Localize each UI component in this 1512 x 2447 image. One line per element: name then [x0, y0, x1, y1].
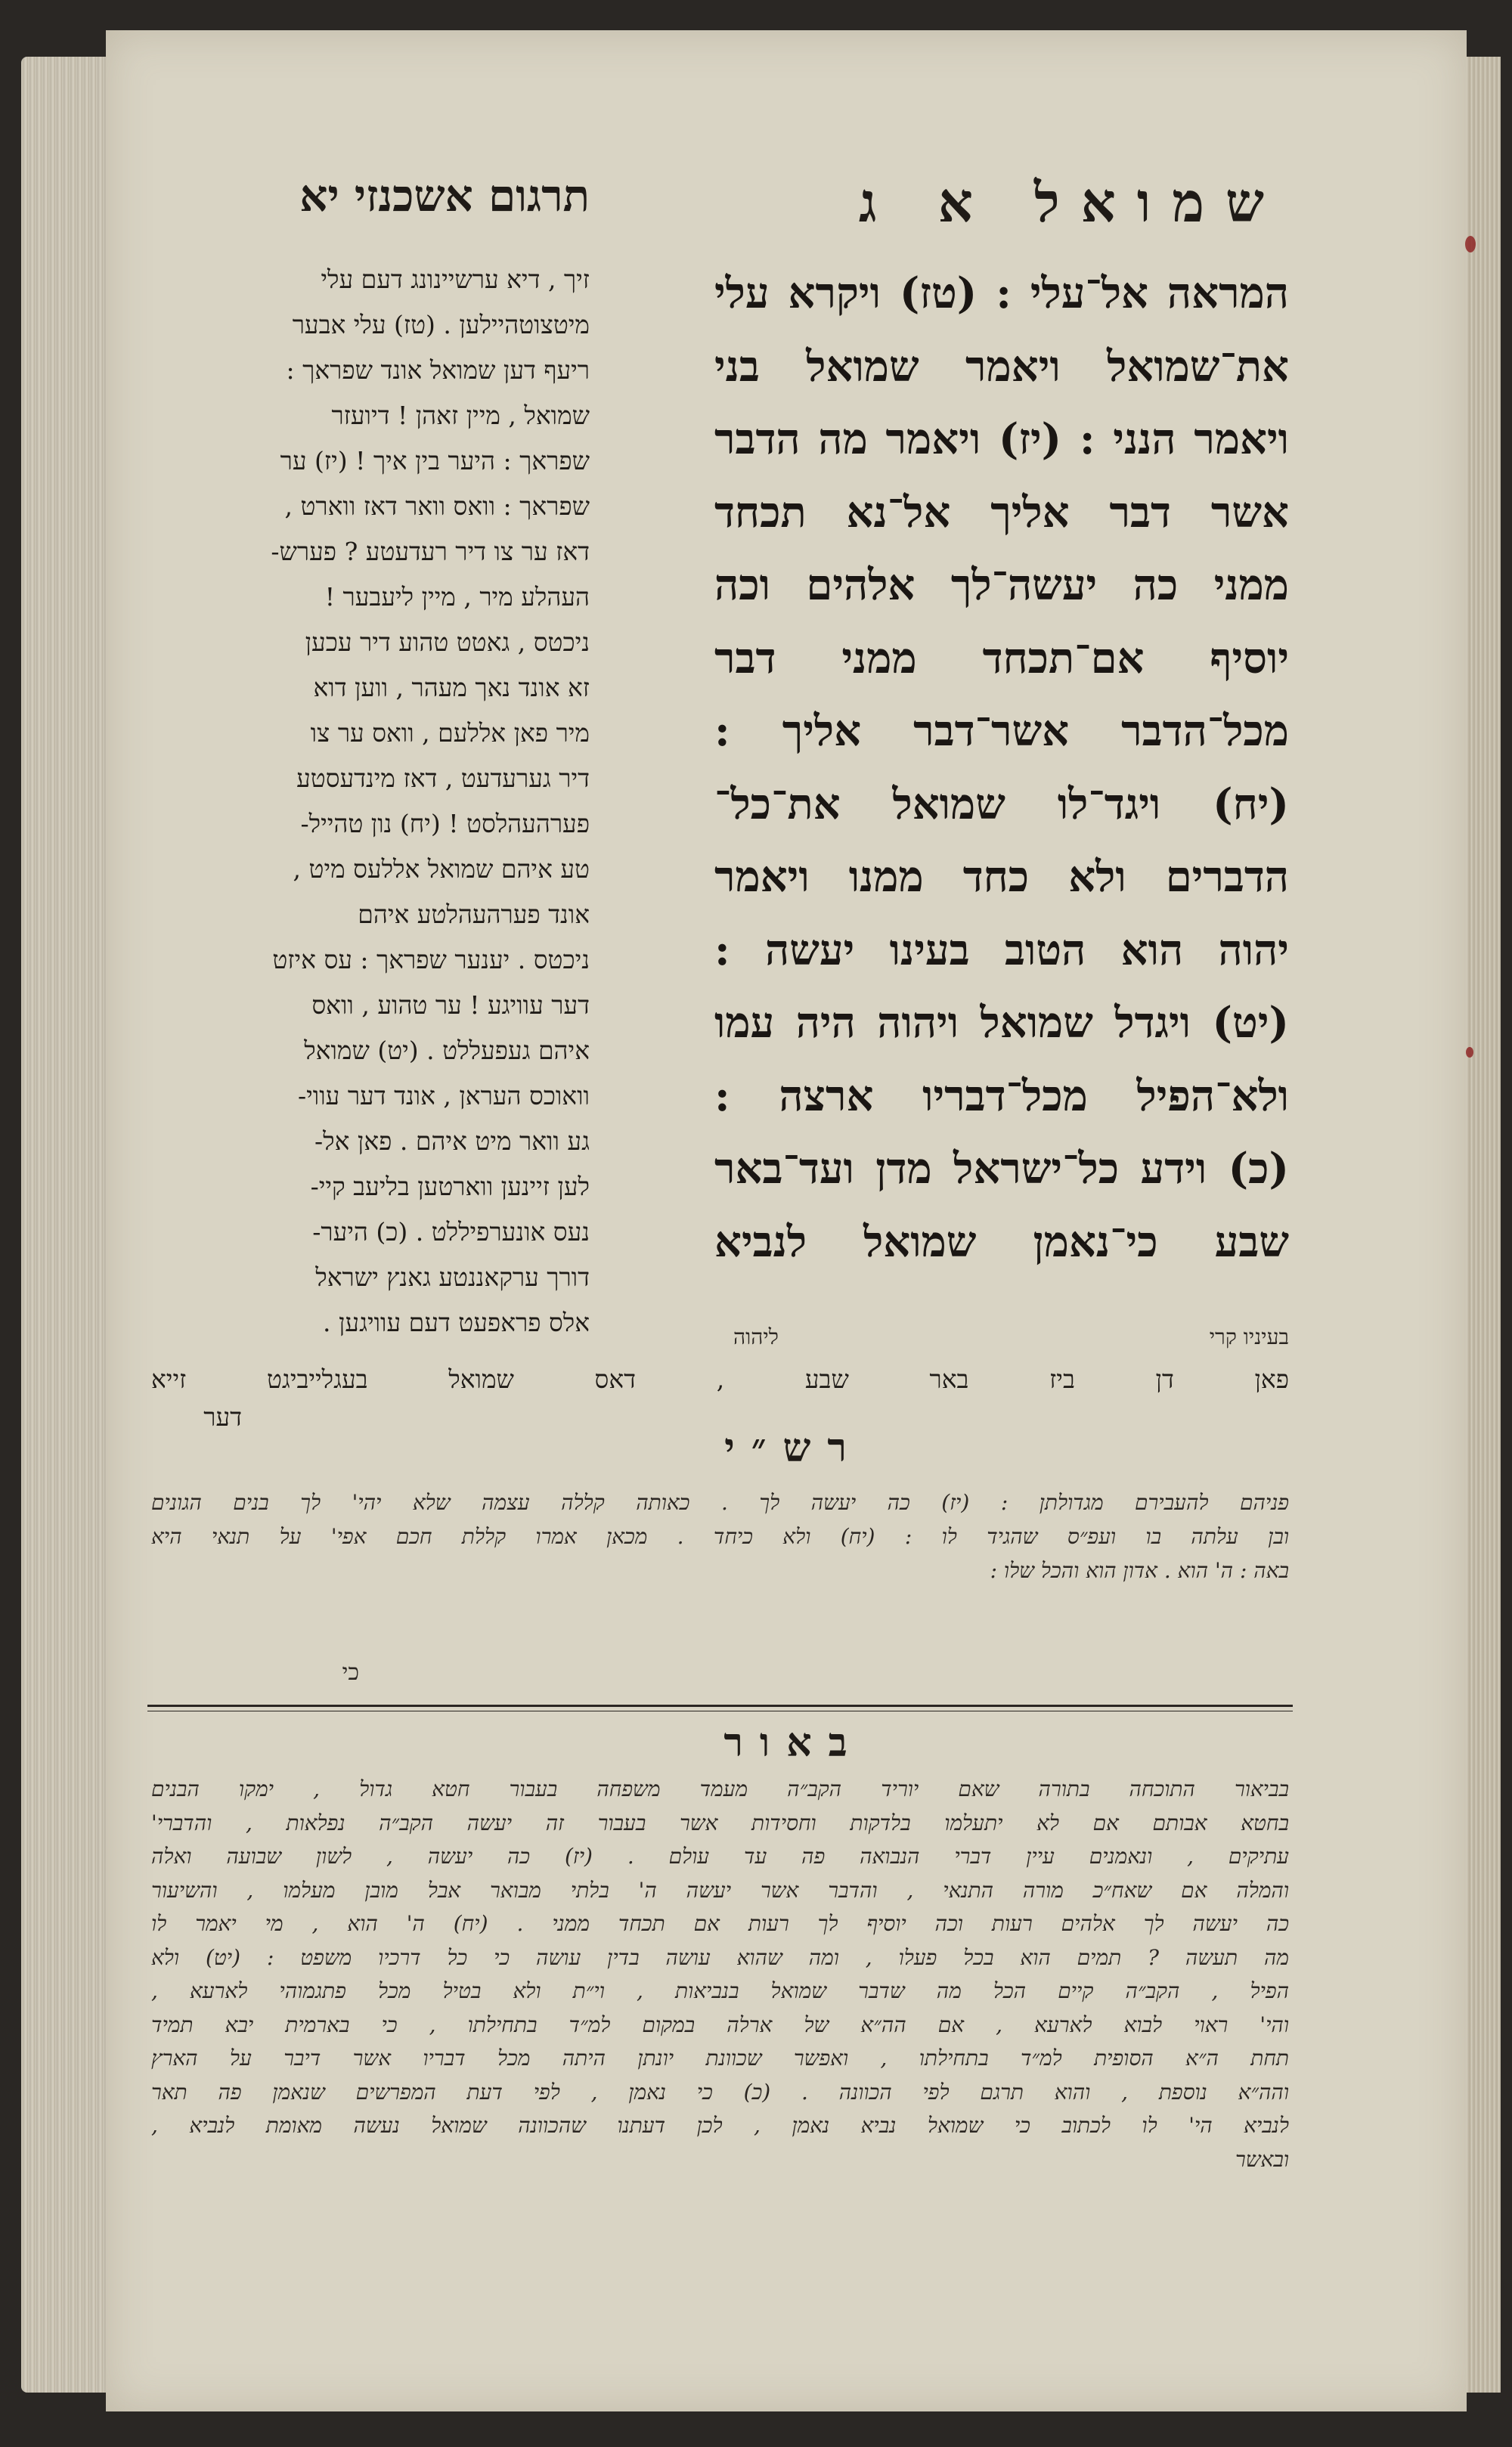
translation-catchword: דער [203, 1402, 242, 1432]
translation-line: שפראך : היער בין איך ! (יז) ער [280, 446, 590, 475]
translation-line: וואוכס העראן , אונד דער עווי- [297, 1081, 590, 1110]
biur-line: הפיל , הקב״ה קיים הכל מה שדבר שמואל בנביאות , וי״ת ולא בטיל מכל פתגמוהי לארעא , [151, 1978, 1289, 2003]
translation-line: זיך , דיא ערשיינונג דעם עלי [321, 265, 590, 294]
biur-line: ובאשר [1235, 2146, 1289, 2172]
translation-line: מיטצוטהיילען . (טז) עלי אבער [292, 310, 590, 339]
translation-line: איהם געפעללט . (יט) שמואל [304, 1036, 590, 1065]
main-text-line: המראה אל־עלי : (טז) ויקרא עלי [714, 268, 1289, 318]
translation-line: גע וואר מיט איהם . פאן אל- [314, 1126, 590, 1156]
ink-spot [1465, 236, 1476, 252]
translation-line: שמואל , מיין זאהן ! דיועזר [331, 401, 590, 430]
translation-line: לען זיינען ווארטען בליעב קיי- [310, 1172, 590, 1201]
biur-line: עתיקים , ונאמנים עיין דברי הנבואה פה עד עולם . (יז) כה יעשה , לשון שבועה ואלה [151, 1844, 1289, 1869]
main-text-line: אשר דבר אליך אל־נא תכחד [714, 487, 1289, 537]
qere-note-left: ליהוה [733, 1324, 779, 1349]
translation-line: ניכטס , גאטט טהוע דיר עכען [305, 627, 590, 657]
main-text-line: ממני כה יעשה־לך אלהים וכה [714, 560, 1289, 610]
biur-line: בביאור התוכחה בתורה שאם יוריד הקב״ה מעמד משפחה בעבור חטא גדול , ימקו הבנים [151, 1776, 1289, 1801]
translation-header: תרגום אשכנזי יא [299, 170, 590, 221]
main-text-line: (יח) ויגד־לו שמואל את־כל־ [714, 779, 1289, 829]
main-text-line: הדברים ולא כחד ממנו ויאמר [714, 852, 1289, 902]
translation-line: מיר פאן אללעם , וואס ער צו [310, 718, 590, 748]
main-text-line: ולא־הפיל מכל־דבריו ארצה : [714, 1070, 1289, 1121]
main-text-header: שמואל א ג [858, 170, 1285, 234]
ink-spot [1466, 1047, 1473, 1058]
main-text-line: שבע כי־נאמן שמואל לנביא [714, 1216, 1289, 1267]
rashi-commentary [151, 1485, 1289, 1587]
main-text-line: (כ) וידע כל־ישראל מדן ועד־באר [714, 1144, 1289, 1194]
biur-line: לנביא הי' לו לכתוב כי שמואל נביא נאמן , לכן דעתנו שהכוונה שמואל נעשה מאומת לנביא , [151, 2113, 1289, 2138]
rashi-catchword: כי [342, 1659, 359, 1686]
biur-line: כה יעשה לך אלהים רעות וכה יוסיף לך רעות אם תכחד ממני . (יח) ה' הוא , מי יאמר לו [151, 1911, 1289, 1936]
ketiv-qere-notes [714, 1324, 1289, 1355]
translation-line: העהלע מיר , מיין ליעבער ! [324, 582, 590, 612]
translation-line: דורך ערקאננטע גאנץ ישראל [315, 1262, 590, 1292]
biur-line: תחת ה״א הסופית למ״ד בתחילתו , ואפשר שכוונת יונתן היתה מכל דבריו אשר דיבר על הארץ [151, 2046, 1289, 2071]
main-text-line: (יט) ויגדל שמואל ויהוה היה עמו [714, 998, 1289, 1048]
biur-title: באור [723, 1720, 864, 1766]
translation-line: אונד פערהעהלטע איהם [358, 900, 590, 929]
translation-line: אלס פראפעט דעם עוויגען . [323, 1308, 590, 1337]
translation-line: נעס אונערפיללט . (כ) היער- [312, 1217, 590, 1247]
biur-line: והה״א נוספת , והוא תרגם לפי הכוונה . (כ) כי נאמן , לפי דעת המפרשים שנאמן פה תאר [151, 2079, 1289, 2105]
translation-line: פערהעהלסט ! (יח) נון טהייל- [300, 809, 590, 838]
main-text-line: יוסיף אם־תכחד ממני דבר [714, 633, 1289, 683]
translation-column [155, 257, 590, 1346]
biur-line: מה תעשה ? תמים הוא בכל פעלו , ומה שהוא עושה בדין עושה כי כל דרכיו משפט : (יט) ולא [151, 1944, 1289, 1970]
rashi-line: ובן עלתה בו ועפ״ס שהגיד לו : (יח) ולא כיחד . מכאן אמרו קללת חכם אפי' על תנאי היא [151, 1524, 1289, 1549]
translation-continuation-line: פאן דן ביז באר שבע , דאס שמואל בעגלייביגט זייא [151, 1364, 1289, 1394]
main-hebrew-column [714, 257, 1289, 1278]
book-page-edges-left [21, 57, 116, 2393]
biur-line: והמלה אם שאח״כ מורה התנאי , והדבר אשר יעשה ה' בלתי מבואר אבל מובן מעלמו , והשיעור [151, 1877, 1289, 1903]
main-text-line: מכל־הדבר אשר־דבר אליך : [714, 706, 1289, 756]
main-text-line: יהוה הוא הטוב בעינו יעשה : [714, 925, 1289, 975]
rashi-line: באה : ה' הוא . אדון הוא והכל שלו : [990, 1558, 1289, 1583]
rashi-line: פניהם להעבירם מגדולתן : (יז) כה יעשה לך . כאותה קללה עצמה שלא יהי' לך בנים הגונים [151, 1490, 1289, 1515]
translation-line: דיר גערעדעט , דאז מינדעסטע [296, 764, 590, 793]
main-text-line: ויאמר הנני : (יז) ויאמר מה הדבר [714, 414, 1289, 464]
biur-commentary [151, 1773, 1289, 2176]
translation-line: זא אונד נאך מעהר , ווען דוא [313, 673, 590, 702]
translation-line: שפראך : וואס וואר דאז ווארט , [284, 491, 590, 521]
translation-line: דער עוויגע ! ער טהוע , וואס [311, 990, 590, 1020]
main-text-line: את־שמואל ויאמר שמואל בני [714, 341, 1289, 392]
biur-line: בחטא אבותם אם לא יתעלמו בלדקות וחסידות אשר בעבור זה יעשה הקב״ה נפלאות , והדברי' [151, 1810, 1289, 1835]
biur-line: והי' ראוי לבוא לארעא , אם הה״א של ארלה במקום למ״ד בתחילתו , כי בארמית יבא תמיד [151, 2012, 1289, 2037]
translation-line: ריעף דען שמואל אונד שפראך : [286, 355, 590, 385]
translation-line: ניכטס . יענער שפראך : עס איזט [272, 945, 590, 974]
qere-note-right: בעיניו קרי [1209, 1324, 1289, 1349]
translation-line: דאז ער צו דיר רעדעטע ? פערש- [271, 537, 590, 566]
rashi-title: רש״י [724, 1425, 863, 1471]
section-divider [147, 1705, 1293, 1707]
book-page-edges-right [1463, 57, 1501, 2393]
translation-line: טע איהם שמואל אללעס מיט , [293, 854, 590, 884]
